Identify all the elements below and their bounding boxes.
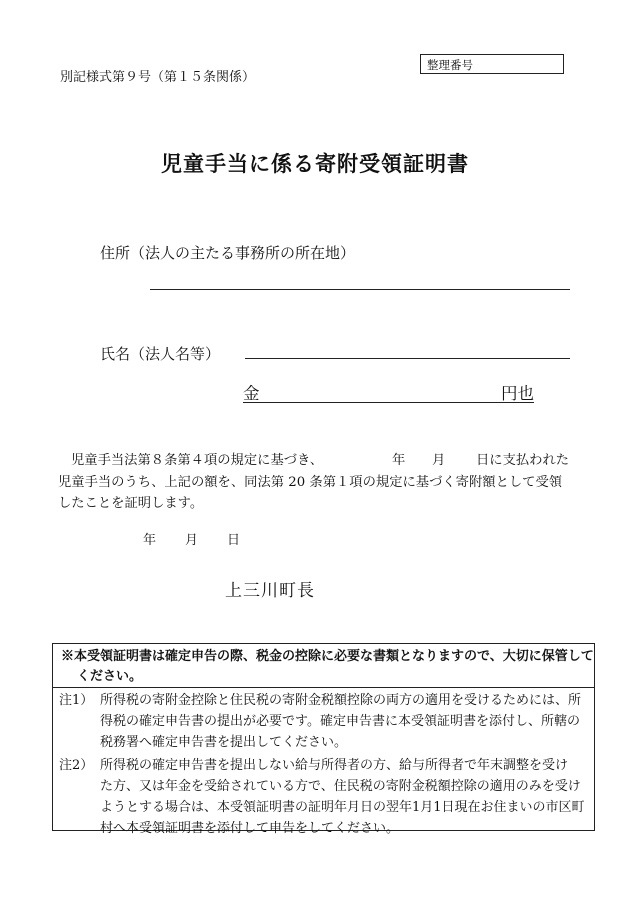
issue-date-day: 日 [227,533,241,548]
amount-field [243,380,534,403]
note-2-text [100,755,588,839]
notice-heading-line-1: ※本受領証明書は確定申告の際、税金の控除に必要な書類となりますので、大切に保管して [61,649,594,664]
note-1-line: 所得税の寄附金控除と住民税の寄附金税額控除の両方の適用を受けるためには、所 [100,693,582,708]
issue-date-year: 年 [143,533,157,548]
notice-heading [53,644,594,688]
issuer-name: 上三川町長 [225,581,315,601]
notice-box [52,643,595,836]
certification-month: 月 [432,453,446,468]
note-2-line: 村へ本受領証明書を添付して申告をしてください。 [100,821,400,836]
note-1-text [100,690,588,753]
amount-prefix: 金 [243,384,260,403]
certification-line-1-end: 日に支払われた [476,453,570,468]
name-label: 氏名（法人名等） [100,345,221,363]
name-field-line [245,358,570,359]
note-1-line: 得税の確定申告書の提出が必要です。確定申告書に本受領証明書を添付し、所轄の [100,714,580,729]
note-2-line: 所得税の確定申告書を提出しない給与所得者の方、給与所得者で年末調整を受け [100,758,569,773]
document-title: 児童手当に係る寄附受領証明書 [161,151,469,176]
note-2-line: た方、又は年金を受給されている方で、住民税の寄附金税額控除の適用のみを受け [100,779,581,794]
certification-line-1 [58,450,574,472]
notice-heading-line-2: ください。 [77,668,143,684]
issue-date-month: 月 [185,533,199,548]
certification-year: 年 [392,453,406,468]
certification-text [58,450,574,515]
note-1-mark: 注1） [59,693,94,708]
form-number: 別記様式第９号（第１５条関係） [60,70,256,85]
note-2-line: ようとする場合は、本受領証明書の証明年月日の翌年1月1日現在お住まいの市区町 [100,800,585,815]
address-field-line [150,289,570,290]
address-label: 住所（法人の主たる事務所の所在地） [100,244,356,262]
reference-number-label: 整理番号 [427,58,473,72]
note-2-mark: 注2） [59,758,94,773]
note-1-line: 税務署へ確定申告書を提出してください。 [100,735,348,750]
amount-suffix: 円也 [501,384,534,403]
certification-line-2: 児童手当のうち、上記の額を、同法第 20 条第１項の規定に基づく寄附額として受領 [58,474,563,490]
certification-line-3: したことを証明します。 [58,496,204,511]
certification-line-1-start: 児童手当法第８条第４項の規定に基づき、 [71,453,324,468]
reference-number-box [420,54,564,74]
